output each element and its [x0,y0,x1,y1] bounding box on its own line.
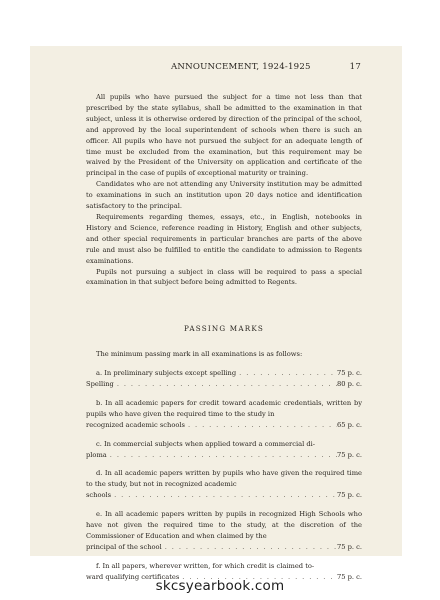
dot-leader [111,490,337,501]
page-number: 17 [349,62,361,72]
mark-item-a [86,368,362,390]
mark-label: Spelling [86,380,114,389]
mark-value: 75 p. c. [336,542,362,551]
dot-leader [107,450,337,461]
mark-line [86,542,362,553]
mark-value: 65 p. c. [336,420,362,429]
mark-item-b [86,398,362,431]
mark-item-c [86,439,362,461]
mark-line [86,368,362,379]
mark-value: 75 p. c. [336,572,362,581]
mark-value: 75 p. c. [336,450,362,459]
mark-line [86,450,362,461]
mark-item-e [86,509,362,553]
mark-line [86,379,362,390]
paragraph-candidates: Candidates who are not attending any University institution may be admitted to examinations in such an institution upon 20 days notice and identification satisfactory to the principal. [86,180,362,211]
dot-leader [114,379,337,390]
header-title: ANNOUNCEMENT, 1924-1925 [171,62,311,72]
mark-text: b. In all academic papers for credit toward academic credentials, written by pupils who have given the required time to the study in [86,398,362,418]
mark-label: principal of the school [86,542,162,551]
mark-text: f. In all papers, wherever written, for which credit is claimed to- [96,561,315,570]
mark-text: c. In commercial subjects when applied toward a commercial di- [96,439,316,448]
mark-text: d. In all academic papers written by pupils who have given the required time to the study, but not in recognized academic [86,469,362,489]
passing-marks-intro: The minimum passing mark in all examinations is as follows: [96,350,303,359]
dot-leader [236,368,337,379]
mark-label: recognized academic schools [86,420,185,429]
section-title-passing-marks: PASSING MARKS [183,324,265,334]
page-body [86,92,362,591]
mark-label: a. In preliminary subjects except spelling [96,369,237,378]
paragraph-special-exam: Pupils not pursuing a subject in class will be required to pass a special examination in that subject before being admitted to Regents. [86,267,362,287]
paragraph-admission: All pupils who have pursued the subject for a time not less than that prescribed by the state syllabus, shall be admitted to the examination in that subject, unless it is otherwise ordered by direction of the principal of the school, and approved by the local superintendent of schools when there is such an officer. All pupils who have not pursued the subject for an adequate length of time must be excluded from the examination, but this requirement may be waived by the President of the University on application and certificate of the principal in the case of pupils of exceptional maturity or training. [86,93,362,178]
mark-label: ploma [86,450,107,459]
mark-text: e. In all academic papers written by pupils in recognized High Schools who have not given the required time to the study, at the discretion of the Commissioner of Education and when claimed by the [86,510,362,540]
dot-leader [162,542,337,553]
mark-value: 80 p. c. [336,380,362,389]
dot-leader [185,420,337,431]
mark-value: 75 p. c. [336,369,362,378]
mark-label: ward qualifying certificates [86,572,180,581]
site-watermark: skcsyearbook.com [155,578,285,594]
mark-line [86,490,362,501]
mark-value: 75 p. c. [336,491,362,500]
mark-item-d [86,468,362,501]
mark-label: schools [86,491,112,500]
mark-line [86,420,362,431]
paragraph-requirements: Requirements regarding themes, essays, etc., in English, notebooks in History and Science, reference reading in History, English and other subjects, and other special requirements in particular branches are parts of the above rule and must also be fulfilled to entitle the candidate to admission to Regents examinations. [86,212,362,265]
